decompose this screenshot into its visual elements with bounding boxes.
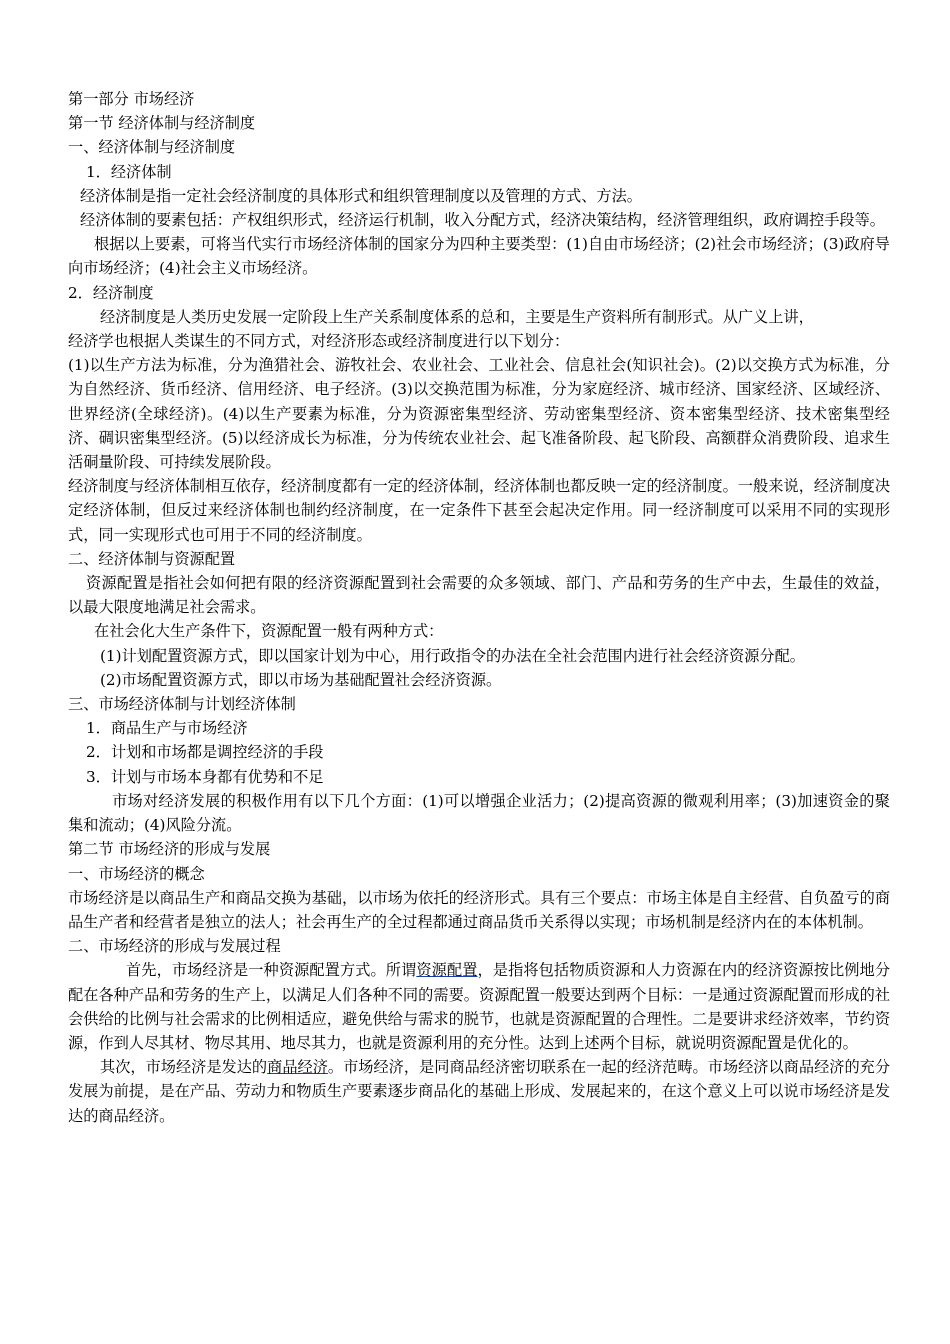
paragraph: 资源配置是指社会如何把有限的经济资源配置到社会需要的众多领域、部门、产品和劳务的生产中去，生最佳的效益，以最大限度地满足社会需求。 [68,574,890,617]
subheading: 2．经济制度 [68,283,154,302]
heading: 三、市场经济体制与计划经济体制 [68,695,296,714]
subheading: 2．计划和市场都是调控经济的手段 [86,743,324,762]
paragraph: 经济学也根据人类谋生的不同方式，对经济形态或经济制度进行以下划分： [68,332,570,351]
commodity-economy-link[interactable]: 商品经济 [267,1058,328,1077]
paragraph: 经济制度与经济体制相互依存，经济制度都有一定的经济体制，经济体制也都反映一定的经济制度。一般来说，经济制度决定经济体制，但反过来经济体制也制约经济制度，在一定条件下甚至会起决定作用。同一经济制度可以采用不同的实现形式，同一实现形式也可用于不同的经济制度。 [68,477,890,544]
paragraph: 市场对经济发展的积极作用有以下几个方面：(1)可以增强企业活力；(2)提高资源的微观利用率；(3)加速资金的聚集和流动；(4)风险分流。 [68,791,890,835]
paragraph-text: 其次，市场经济是发达的 [100,1058,268,1077]
heading: 一、经济体制与经济制度 [68,138,236,157]
subheading: 1．商品生产与市场经济 [86,719,248,738]
heading: 二、市场经济的形成与发展过程 [68,937,281,956]
paragraph: 经济制度是人类历史发展一定阶段上生产关系制度体系的总和，主要是生产资料所有制形式。从广义上讲， [100,307,814,326]
heading: 二、经济体制与资源配置 [68,549,236,568]
paragraph [68,958,890,1055]
part-title: 第一部分 市场经济 [68,90,195,108]
paragraph-text: 。市场经济，是同商品经济密切联系在一起的经济范畴。市场经济以商品经济的充分发展为前提，是在产品、劳动力和物质生产要素逐步商品化的基础上形成、发展起来的，在这个意义上可以说市场经济是发达的商品经济。 [68,1058,891,1125]
paragraph: 在社会化大生产条件下，资源配置一般有两种方式： [94,622,444,641]
paragraph [68,1055,890,1128]
paragraph: 市场经济是以商品生产和商品交换为基础，以市场为依托的经济形式。具有三个要点：市场主体是自主经营、自负盈亏的商品生产者和经营者是独立的法人；社会再生产的全过程都通过商品货币关系得以实现；市场机制是经济内在的本体机制。 [68,888,890,931]
subheading: 3．计划与市场本身都有优势和不足 [86,767,324,786]
paragraph: 经济体制的要素包括：产权组织形式，经济运行机制，收入分配方式，经济决策结构，经济管理组织，政府调控手段等。 [80,211,885,230]
heading: 一、市场经济的概念 [68,864,205,883]
paragraph: (1)以生产方法为标准，分为渔猎社会、游牧社会、农业社会、工业社会、信息社会(知识社会)。(2)以交换方式为标准，分为自然经济、货币经济、信用经济、电子经济。(3)以交换范围为标准，分为家庭经济、城市经济、国家经济、区域经济、世界经济(全球经济)。(4)以生产要素为标准，分为资源密集型经济、劳动密集型经济、资本密集型经济、技术密集型经济、碉识密集型经济。(5)以经济成长为标准，分为传统农业社会、起飞准备阶段、起飞阶段、高额群众消费阶段、追求生活硐量阶段、可持续发展阶段。 [68,356,890,472]
section-title: 第二节 市场经济的形成与发展 [68,840,271,859]
document-page [68,87,890,1128]
paragraph-text: ，是指将包括物质资源和人力资源在内的经济资源按比例地分配在各种产品和劳务的生产上，以满足人们各种不同的需要。资源配置一般要达到两个目标：一是通过资源配置而形成的社会供给的比例与社会需求的比例相适应，避免供给与需求的脱节，也就是资源配置的合理性。二是要讲求经济效率，节约资源，作到人尽其材、物尽其用、地尽其力，也就是资源利用的充分性。达到上述两个目标，就说明资源配置是优化的。 [68,961,891,1052]
subheading: 1．经济体制 [86,162,172,181]
list-item: (2)市场配置资源方式，即以市场为基础配置社会经济资源。 [100,670,502,689]
section-title: 第一节 经济体制与经济制度 [68,114,256,133]
paragraph: 经济体制是指一定社会经济制度的具体形式和组织管理制度以及管理的方式、方法。 [80,186,642,205]
paragraph-text: 首先，市场经济是一种资源配置方式。所谓 [126,961,417,980]
resource-allocation-link[interactable]: 资源配置 [416,961,478,980]
paragraph: 根据以上要素，可将当代实行市场经济体制的国家分为四种主要类型：(1)自由市场经济；(2)社会市场经济；(3)政府导向市场经济；(4)社会主义市场经济。 [68,235,890,278]
list-item: (1)计划配置资源方式，即以国家计划为中心，用行政指令的办法在全社会范围内进行社会经济资源分配。 [100,646,805,665]
